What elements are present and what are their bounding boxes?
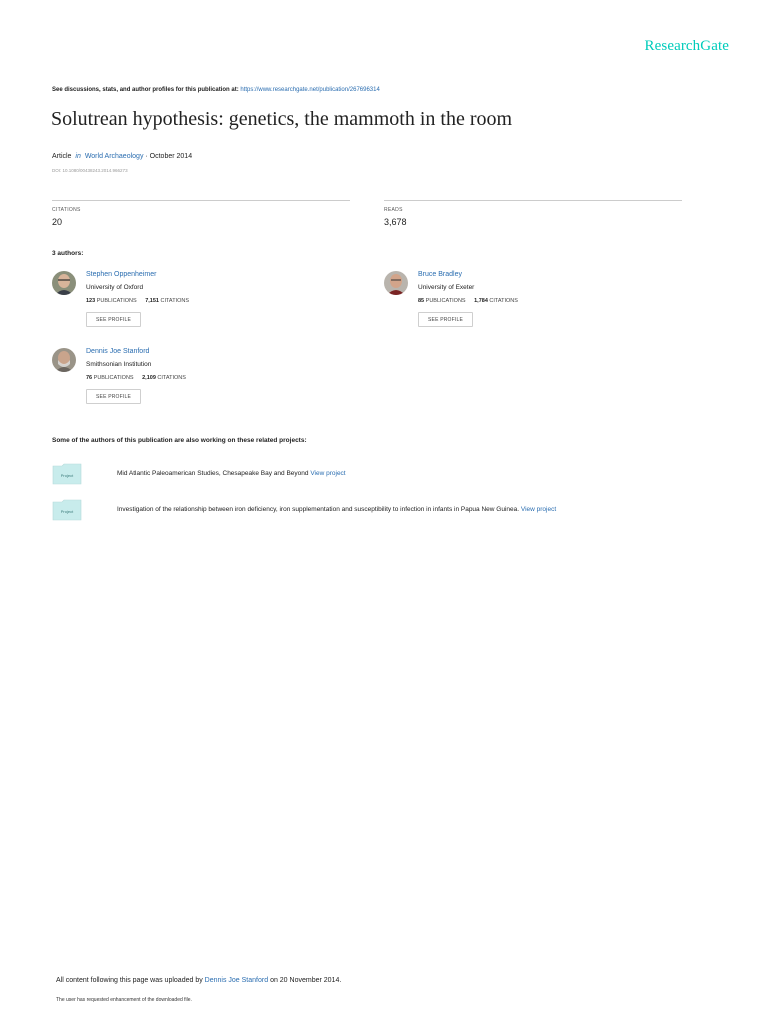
citations-value: 20 [52,217,63,227]
author-institution: University of Oxford [86,284,144,291]
enhancement-note: The user has requested enhancement of the downloaded file. [56,997,192,1003]
project-item [117,506,556,513]
related-projects-label: Some of the authors of this publication are also working on these related projects: [52,437,307,444]
uploader-link[interactable]: Dennis Joe Stanford [204,977,269,984]
author-name-link[interactable]: Stephen Oppenheimer [86,271,157,278]
journal-link[interactable]: World Archaeology [84,153,144,160]
citations-label: CITATIONS [157,375,186,381]
author-stats [86,375,186,381]
avatar-photo-icon [52,271,76,295]
citations-count: 7,151 [145,298,159,304]
avatar-photo-icon [384,271,408,295]
avatar-photo-icon [52,348,76,372]
view-project-link[interactable]: View project [520,506,557,513]
publication-date: · October 2014 [145,153,193,160]
author-stats [86,298,189,304]
project-folder-icon[interactable] [52,463,82,490]
author-card-stanford [52,348,352,408]
citations-divider [52,200,350,201]
upload-prefix: All content following this page was uploaded by [56,977,203,984]
avatar[interactable] [384,271,408,295]
author-institution: Smithsonian Institution [86,361,152,368]
author-institution: University of Exeter [418,284,475,291]
project-icon-label: Project [60,473,74,478]
upload-note [56,977,341,984]
author-name-link[interactable]: Dennis Joe Stanford [86,348,150,355]
reads-label: READS [384,207,403,213]
avatar[interactable] [52,271,76,295]
author-name-link[interactable]: Bruce Bradley [418,271,462,278]
citations-label: CITATIONS [489,298,518,304]
publication-title: Solutrean hypothesis: genetics, the mammoth in the room [51,108,513,130]
reads-value: 3,678 [384,217,407,227]
upload-suffix: on 20 November 2014. [270,977,342,984]
in-word: in [75,153,81,160]
see-profile-button[interactable]: SEE PROFILE [86,389,141,404]
citations-count: 1,784 [474,298,488,304]
view-project-link[interactable]: View project [310,470,346,477]
citations-label: CITATIONS [160,298,190,304]
discussion-text: See discussions, stats, and author profiles for this publication at: [52,87,239,93]
publications-count: 123 [86,298,96,304]
see-profile-button[interactable]: SEE PROFILE [418,312,473,327]
doi: DOI: 10.1080/00438243.2014.966273 [52,168,128,173]
project-folder-icon[interactable] [52,499,82,526]
project-title: Mid Atlantic Paleoamerican Studies, Chesapeake Bay and Beyond [117,470,309,477]
publications-label: PUBLICATIONS [425,298,466,304]
project-icon-label: Project [60,509,74,514]
publications-count: 85 [418,298,425,304]
project-item [117,470,346,477]
author-card-bradley [384,271,684,331]
publications-label: PUBLICATIONS [93,375,134,381]
discussion-line [52,87,380,93]
citations-label: CITATIONS [52,207,81,213]
publication-type: Article [52,153,72,160]
publication-url-link[interactable]: https://www.researchgate.net/publication/267696314 [240,87,380,93]
publications-label: PUBLICATIONS [96,298,137,304]
avatar[interactable] [52,348,76,372]
publication-meta [52,153,192,160]
author-stats [418,298,518,304]
authors-label: 3 authors: [52,250,84,257]
see-profile-button[interactable]: SEE PROFILE [86,312,141,327]
reads-divider [384,200,682,201]
publications-count: 76 [86,375,93,381]
researchgate-logo[interactable]: ResearchGate [644,38,729,54]
author-card-oppenheimer [52,271,352,331]
project-title: Investigation of the relationship between iron deficiency, iron supplementation and susceptibility to infection in infants in Papua New Guinea. [117,506,520,513]
citations-count: 2,109 [142,375,156,381]
